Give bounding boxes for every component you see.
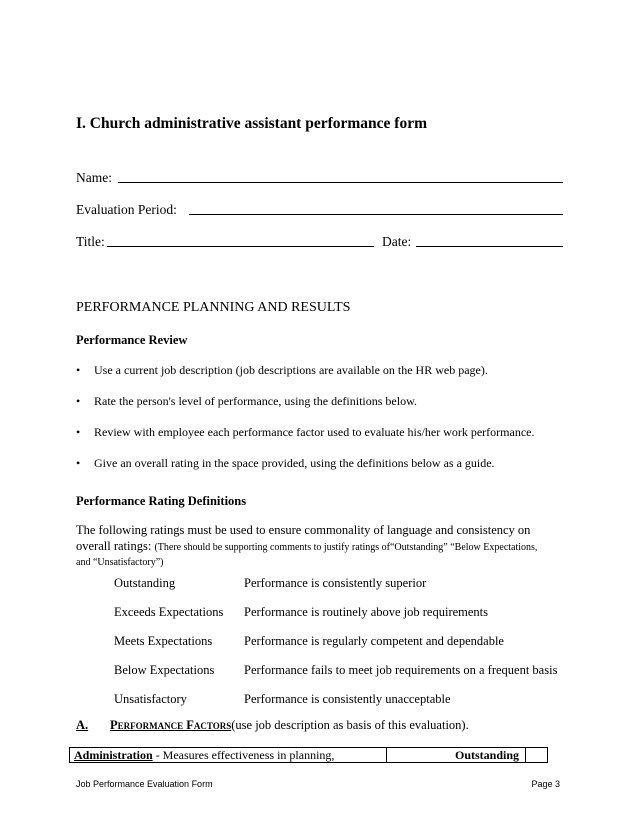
intro-main-text: overall ratings:: [76, 539, 152, 553]
review-heading: Performance Review: [76, 333, 188, 347]
factor-description: - Measures effectiveness in planning,: [152, 748, 335, 762]
bullet-icon: •: [76, 394, 81, 408]
footer-left: Job Performance Evaluation Form: [76, 779, 213, 789]
review-bullet: [76, 425, 534, 440]
definitions-intro-line2: [76, 539, 537, 554]
rating-term: Exceeds Expectations: [114, 605, 224, 619]
review-bullet: [76, 394, 417, 409]
review-bullet: [76, 456, 495, 471]
evaluation-period-label: Evaluation Period:: [76, 202, 177, 217]
review-bullet: [76, 363, 488, 378]
rating-term: Unsatisfactory: [114, 692, 187, 706]
definitions-heading: Performance Rating Definitions: [76, 494, 247, 508]
rating-definition: Performance is consistently superior: [244, 576, 427, 590]
factor-letter: A.: [76, 718, 89, 732]
section-title: PERFORMANCE PLANNING AND RESULTS: [76, 300, 351, 315]
bullet-icon: •: [76, 425, 81, 439]
rating-term: Below Expectations: [114, 663, 215, 677]
bullet-text: Rate the person's level of performance, using the definitions below.: [94, 394, 417, 408]
intro-note-text: (There should be supporting comments to justify ratings of“Outstanding” “Below Expectations,: [154, 542, 538, 553]
factor-category-cell: [74, 748, 334, 763]
rating-header-outstanding: Outstanding: [455, 748, 520, 762]
rating-definition: Performance is consistently unacceptable: [244, 692, 451, 706]
rating-definition: Performance fails to meet job requirements on a frequent basis: [244, 663, 558, 677]
bullet-text: Review with employee each performance factor used to evaluate his/her work performance.: [94, 425, 535, 439]
bullet-text: Use a current job description (job descriptions are available on the HR web page).: [94, 363, 488, 377]
evaluation-period-field[interactable]: [189, 214, 563, 215]
factor-category: Administration: [74, 748, 153, 762]
name-field[interactable]: [118, 182, 563, 183]
factor-note: (use job description as basis of this evaluation).: [231, 718, 469, 732]
footer-page-number: Page 3: [531, 779, 560, 789]
factor-table-row: [69, 747, 548, 763]
rating-definition: Performance is routinely above job requirements: [244, 605, 489, 619]
name-label: Name:: [76, 170, 112, 185]
factor-title: Performance Factors: [110, 718, 232, 732]
definitions-intro-line3: and “Unsatisfactory”): [76, 557, 164, 568]
form-title: I. Church administrative assistant performance form: [76, 115, 428, 132]
title-field[interactable]: [107, 246, 374, 247]
rating-definition: Performance is regularly competent and dependable: [244, 634, 504, 648]
title-label: Title:: [76, 234, 105, 249]
cell-divider: [386, 748, 387, 762]
bullet-text: Give an overall rating in the space provided, using the definitions below as a guide.: [94, 456, 495, 470]
rating-checkbox[interactable]: [526, 748, 548, 762]
definitions-intro-line1: The following ratings must be used to ensure commonality of language and consistency on: [76, 523, 531, 537]
bullet-icon: •: [76, 456, 81, 470]
date-field[interactable]: [416, 246, 563, 247]
bullet-icon: •: [76, 363, 81, 377]
date-label: Date:: [382, 234, 412, 249]
rating-term: Meets Expectations: [114, 634, 213, 648]
performance-factors-heading: [76, 718, 469, 733]
rating-term: Outstanding: [114, 576, 176, 590]
